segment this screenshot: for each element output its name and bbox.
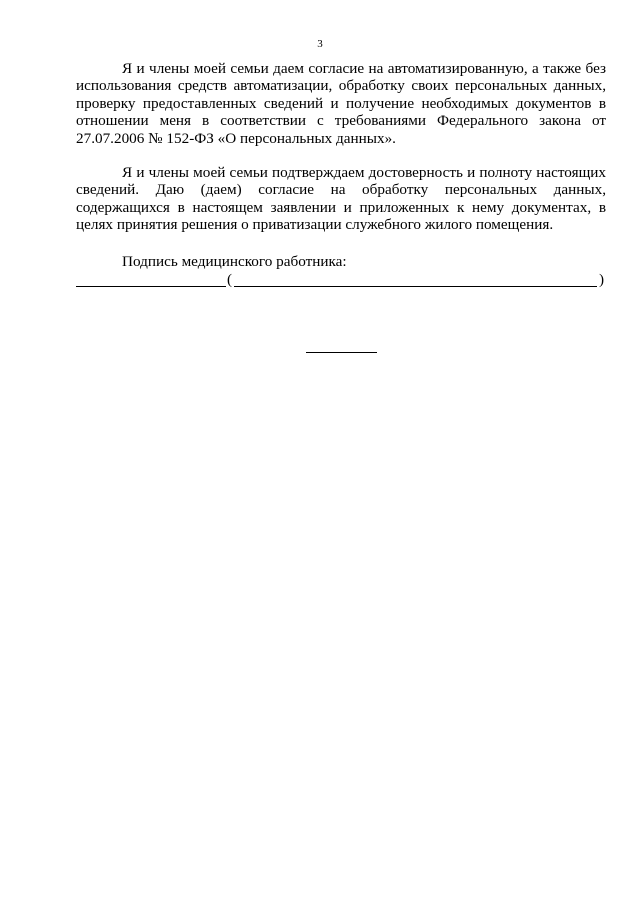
confirmation-paragraph: Я и члены моей семьи подтверждаем достоверность и полноту настоящих сведений. Даю (даем) согласие на обработку персональных данных, содержащихся в настоящем заявлении и приложенных к нему документах, в целях принятия решения о приватизации служебного жилого помещения. <box>76 164 606 234</box>
signature-line <box>76 286 226 287</box>
signature-label: Подпись медицинского работника: <box>122 253 347 270</box>
document-end-rule <box>306 352 377 353</box>
name-decryption-line <box>234 286 597 287</box>
page-number: 3 <box>317 38 323 50</box>
name-open-paren: ( <box>227 271 233 288</box>
name-close-paren: ) <box>599 271 605 288</box>
signature-block <box>76 271 606 289</box>
consent-paragraph: Я и члены моей семьи даем согласие на автоматизированную, а также без использования средств автоматизации, обработку своих персональных данных, проверку предоставленных сведений и получение необходимых документов в отношении меня в соответствии с требованиями Федерального закона от 27.07.2006 № 152-ФЗ «О персональных данных». <box>76 60 606 147</box>
